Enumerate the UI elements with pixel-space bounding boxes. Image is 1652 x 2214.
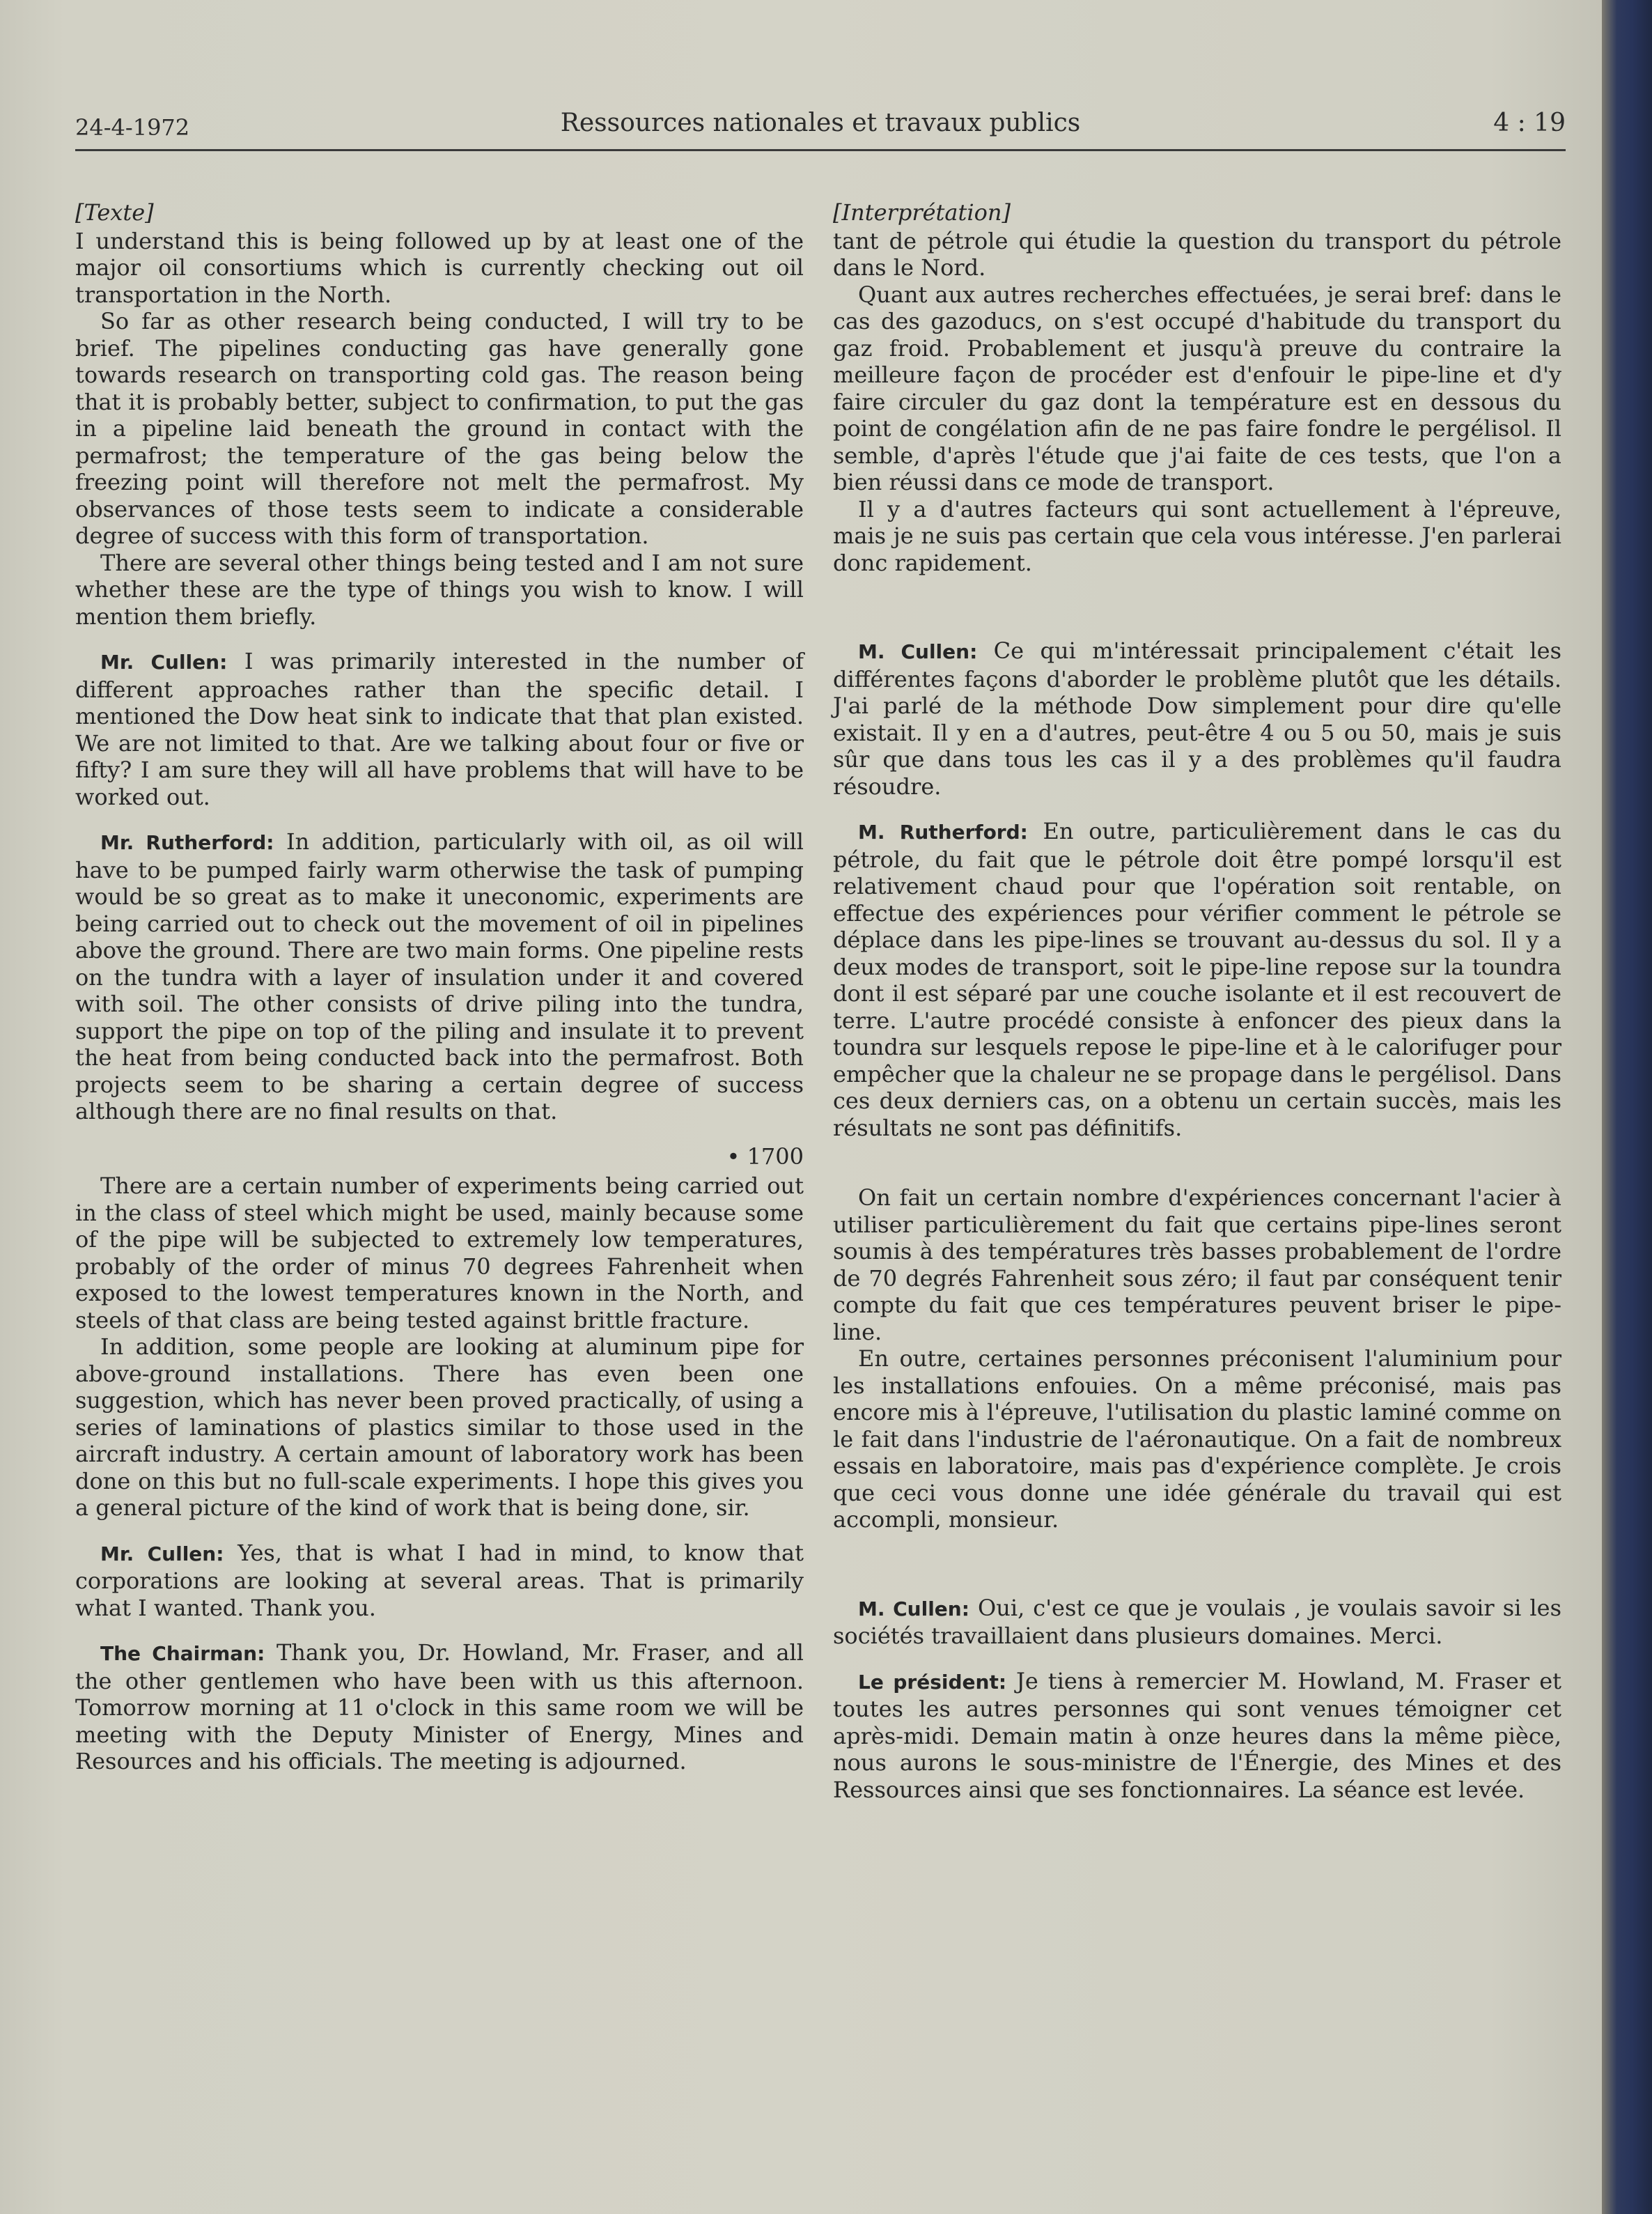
paragraph: There are a certain number of experiments being carried out in the class of steel which might be used, mainly because some of the pipe will be subjected to extremely low temperatures, probably of the order of minus 70 degrees Fahrenheit when exposed to the lowest temperatures known in the North, and steels of that class are being tested against brittle fracture. <box>75 1172 804 1333</box>
paragraph: So far as other research being conducted, I will try to be brief. The pipelines conducting gas have generally gone towards research on transporting cold gas. The reason being that it is probably better, subject to confirmation, to put the gas in a pipeline laid beneath the ground in contact with the permafrost; the temperature of the gas being below the freezing point will therefore not melt the permafrost. My observances of those tests seem to indicate a considerable degree of success with this form of transportation. <box>75 308 804 549</box>
speaker-paragraph <box>75 648 804 810</box>
paragraph: En outre, certaines personnes préconisent l'aluminium pour les installations enfouies. On a même préconisé, mais pas encore mis à l'épreuve, l'utilisation du plastic laminé comme on le fait dans l'industrie de l'aéronautique. On a fait de nombreux essais en laboratoire, mais pas d'expérience complète. Je crois que ceci vous donne une idée générale du travail qui est accompli, monsieur. <box>833 1345 1561 1533</box>
speaker-paragraph <box>75 828 804 1125</box>
english-column <box>75 199 804 1775</box>
paragraph: I understand this is being followed up by at least one of the major oil consortiums which is currently checking out oil transportation in the North. <box>75 227 804 308</box>
header-page-number: 4 : 19 <box>1493 109 1566 137</box>
time-marker: • 1700 <box>726 1143 804 1170</box>
header-date: 24-4-1972 <box>75 114 190 141</box>
speaker-name: Mr. Rutherford: <box>100 831 274 854</box>
french-column <box>833 199 1561 1803</box>
speaker-text: Oui, c'est ce que je voulais , je voulais savoir si les sociétés travaillaient dans plusieurs domaines. Merci. <box>833 1594 1562 1649</box>
speaker-name: The Chairman: <box>100 1642 265 1665</box>
book-binding <box>1602 0 1652 2214</box>
speaker-name: Le président: <box>858 1670 1007 1694</box>
speaker-paragraph <box>833 637 1561 800</box>
speaker-text: Yes, that is what I had in mind, to know that corporations are looking at several areas. That is primarily what I wanted. Thank you. <box>75 1539 804 1621</box>
speaker-text: Ce qui m'intéressait principalement c'était les différentes façons d'aborder le problème plutôt que les détails. J'ai parlé de la méthode Dow simplement pour dire qu'elle existait. Il y en a d'autres, peut-être 4 ou 5 ou 50, mais je suis sûr que dans tous les cas il y a des problèmes qu'il faudra résoudre. <box>833 637 1562 800</box>
speaker-text: Je tiens à remercier M. Howland, M. Fraser et toutes les autres personnes qui sont venues témoigner cet après-midi. Demain matin à onze heures dans la même pièce, nous aurons le sous-ministre de l'Énergie, des Mines et des Ressources ainsi que ses fonctionnaires. La séance est levée. <box>833 1667 1562 1803</box>
speaker-text: En outre, particulièrement dans le cas du pétrole, du fait que le pétrole doit être pompé lorsqu'il est relativement chaud pour que l'opération soit rentable, on effectue des expériences pour vérifier comment le pétrole se déplace dans les pipe-lines se trouvant au-dessus du sol. Il y a deux modes de transport, soit le pipe-line repose sur la toundra dont il est séparé par une couche isolante et il est recouvert de terre. L'autre procédé consiste à enfoncer des pieux dans la toundra sur lesquels repose le pipe-line et à le calorifuger pour empêcher que la chaleur ne se propage dans le pergélisol. Dans ces deux derniers cas, on a obtenu un certain succès, mais les résultats ne sont pas définitifs. <box>833 818 1562 1141</box>
speaker-paragraph <box>75 1540 804 1622</box>
paragraph: Quant aux autres recherches effectuées, je serai bref: dans le cas des gazoducs, on s'est occupé d'habitude du transport du gaz froid. Probablement et jusqu'à preuve du contraire la meilleure façon de procéder est d'enfouir le pipe-line et d'y faire circuler du gaz dont la température est en dessous du point de congélation afin de ne pas faire fondre le pergélisol. Il semble, d'après l'étude que j'ai faite de ces tests, que l'on a bien réussi dans ce mode de transport. <box>833 281 1561 495</box>
page-header <box>75 104 1566 151</box>
paragraph: Il y a d'autres facteurs qui sont actuellement à l'épreuve, mais je ne suis pas certain que cela vous intéresse. J'en parlerai donc rapidement. <box>833 495 1561 576</box>
language-label-french: [Interprétation] <box>833 199 1011 226</box>
speaker-text: I was primarily interested in the number of different approaches rather than the specific detail. I mentioned the Dow heat sink to indicate that that plan existed. We are not limited to that. Are we talking about four or five or fifty? I am sure they will all have problems that will have to be worked out. <box>75 648 804 810</box>
speaker-text: Thank you, Dr. Howland, Mr. Fraser, and all the other gentlemen who have been with us this afternoon. Tomorrow morning at 11 o'clock in this same room we will be meeting with the Deputy Minister of Energy, Mines and Resources and his officials. The meeting is adjourned. <box>75 1639 804 1774</box>
speaker-name: M. Rutherford: <box>858 821 1028 844</box>
language-label-english: [Texte] <box>75 199 154 226</box>
speaker-name: Mr. Cullen: <box>100 1542 224 1565</box>
speaker-name: M. Cullen: <box>858 1597 969 1620</box>
paragraph: In addition, some people are looking at aluminum pipe for above-ground installations. There has even been one suggestion, which has never been proved practically, of using a series of laminations of plastics similar to those used in the aircraft industry. A certain amount of laboratory work has been done on this but no full-scale experiments. I hope this gives you a general picture of the kind of work that is being done, sir. <box>75 1333 804 1521</box>
speaker-paragraph <box>833 818 1561 1141</box>
speaker-paragraph <box>833 1595 1561 1650</box>
header-title: Ressources nationales et travaux publics <box>560 109 1081 137</box>
paragraph: On fait un certain nombre d'expériences concernant l'acier à utiliser particulièrement du fait que certains pipe-lines seront soumis à des températures très basses probablement de l'ordre de 70 degrés Fahrenheit sous zéro; il faut par conséquent tenir compte du fait que ces températures peuvent briser le pipe-line. <box>833 1184 1561 1345</box>
paragraph: There are several other things being tested and I am not sure whether these are the type of things you wish to know. I will mention them briefly. <box>75 549 804 630</box>
speaker-name: Mr. Cullen: <box>100 651 228 674</box>
paragraph: tant de pétrole qui étudie la question du transport du pétrole dans le Nord. <box>833 227 1561 281</box>
speaker-name: M. Cullen: <box>858 640 978 663</box>
speaker-text: In addition, particularly with oil, as oil will have to be pumped fairly warm otherwise the task of pumping would be so great as to make it uneconomic, experiments are being carried out to check out the movement of oil in pipelines above the ground. There are two main forms. One pipeline rests on the tundra with a layer of insulation under it and covered with soil. The other consists of drive piling into the tundra, support the pipe on top of the piling and insulate it to prevent the heat from being conducted back into the permafrost. Both projects seem to be sharing a certain degree of success although there are no final results on that. <box>75 828 804 1124</box>
speaker-paragraph <box>75 1639 804 1775</box>
speaker-paragraph <box>833 1668 1561 1804</box>
